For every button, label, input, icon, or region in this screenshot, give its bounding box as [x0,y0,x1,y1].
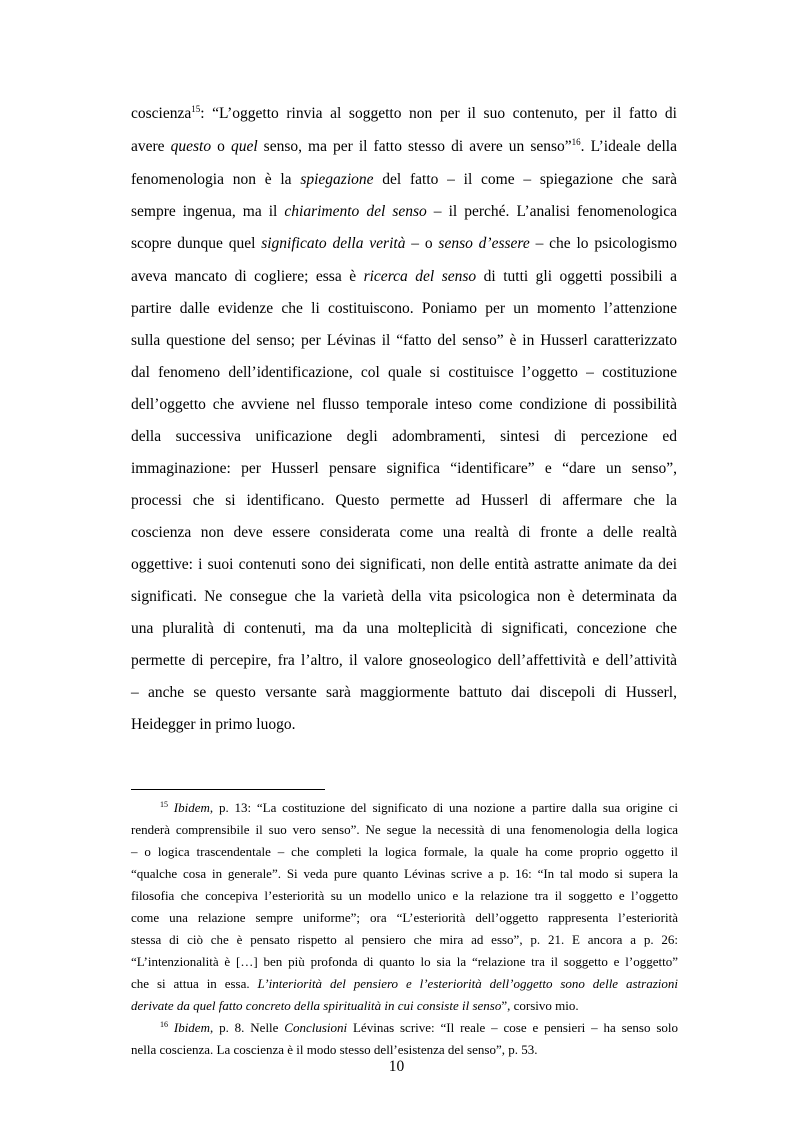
footnote-line: stessa di ciò che è pensato rispetto al pensiero che mira ad esso”, p. 21. E ancora a p. 26: [131,932,678,947]
footnote-line: – o logica trascendentale – che completi la logica formale, la quale ha come proprio oggetto il [131,844,678,859]
footnote-line: che si attua in essa. L’interiorità del pensiero e l’esteriorità dell’oggetto sono delle astrazioni [131,976,678,991]
footnote-line: “qualche cosa in generale”. Si veda pure quanto Lévinas scrive a p. 16: “In tal modo si supera la [131,866,678,881]
body-line: coscienza$^{15}$: “L’oggetto rinvia al soggetto non per il suo contenuto, per il fatto di [131,104,677,122]
body-line: sempre ingenua, ma il chiarimento del senso – il perché. L’analisi fenomenologica [131,203,677,220]
body-line: coscienza non deve essere considerata come una realtà di fronte a delle realtà [131,524,677,541]
body-line: avere questo o quel senso, ma per il fatto stesso di avere un senso”$^{16}$. L’ideale della [131,137,677,155]
body-line: significati. Ne consegue che la varietà della vita psicologica non è determinata da [131,588,677,605]
body-line: permette di percepire, fra l’altro, il valore gnoseologico dell’affettività e dell’attività [131,652,677,669]
footnote-separator [131,789,325,790]
footnote-line: come una relazione sempre uniforme”; ora “L’esteriorità dell’oggetto rappresenta l’esteriorità [131,910,678,925]
footnote-ref-16[interactable]: 16 [571,137,581,147]
body-line: oggettive: i suoi contenuti sono dei significati, non delle entità astratte animate da dei [131,556,677,573]
body-line: processi che si identificano. Questo permette ad Husserl di affermare che la [131,492,677,509]
body-line: immaginazione: per Husserl pensare significa “identificare” e “dare un senso”, [131,460,677,477]
body-line: Heidegger in primo luogo. [131,716,296,733]
footnote-line: nella coscienza. La coscienza è il modo stesso dell’esistenza del senso”, p. 53. [131,1042,538,1057]
footnote-line: renderà comprensibile il suo vero senso”. Ne segue la necessità di una fenomenologia della logica [131,822,678,837]
body-line: sulla questione del senso; per Lévinas il “fatto del senso” è in Husserl caratterizzato [131,332,677,349]
footnote-line: derivate da quel fatto concreto della spiritualità in cui consiste il senso”, corsivo mio. [131,998,579,1013]
body-line: della successiva unificazione degli adombramenti, sintesi di percezione ed [131,428,677,445]
body-line: dal fenomeno dell’identificazione, col quale si costituisce l’oggetto – costituzione [131,364,677,381]
footnote-line: filosofia che concepiva l’esteriorità su un modello unico e la relazione tra il soggetto e l’oggetto [131,888,678,903]
body-line: – anche se questo versante sarà maggiormente battuto dai discepoli di Husserl, [131,684,677,701]
body-line: aveva mancato di cogliere; essa è ricerca del senso di tutti gli oggetti possibili a [131,268,677,285]
body-line: scopre dunque quel significato della verità – o senso d’essere – che lo psicologismo [131,235,677,252]
footnote-16: $^{16}$ Ibidem, p. 8. Nelle Conclusioni Lévinas scrive: “Il reale – cose e pensieri – ha senso solo [160,1020,679,1035]
footnote-ref-15[interactable]: 15 [191,104,201,114]
footnote-15: $^{15}$ Ibidem, p. 13: “La costituzione del significato di una nozione a partire dalla sua origine ci [160,800,678,815]
body-line: dell’oggetto che avviene nel flusso temporale inteso come condizione di possibilità [131,396,677,413]
page-number: 10 [388,1058,405,1075]
body-line: fenomenologia non è la spiegazione del fatto – il come – spiegazione che sarà [131,171,677,188]
body-line: partire dalle evidenze che li costituiscono. Poniamo per un momento l’attenzione [131,300,677,317]
body-line: una pluralità di contenuti, ma da una molteplicità di significati, concezione che [131,620,677,637]
footnote-line: “L’intenzionalità è […] ben più profonda di quanto lo sia la “relazione tra il soggetto e l’oggetto” [131,954,678,969]
